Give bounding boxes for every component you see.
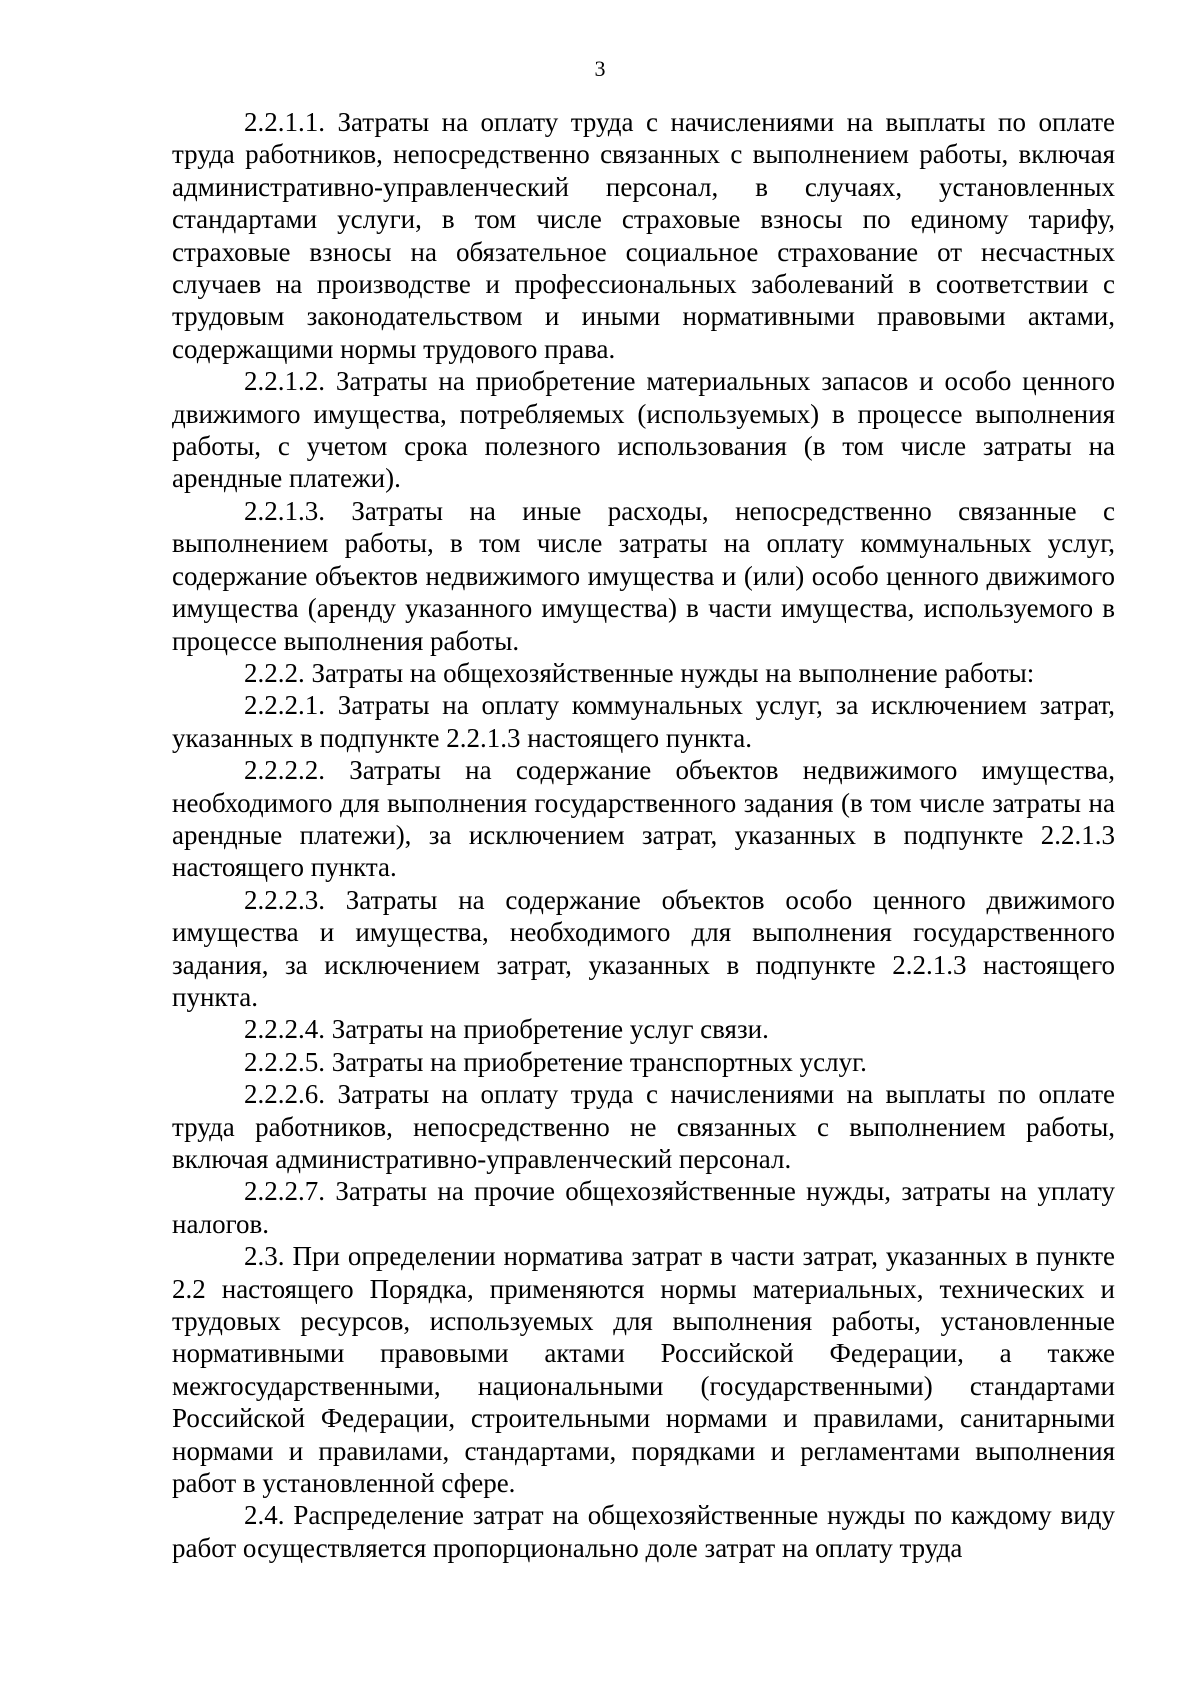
paragraph-2-2-2-2: 2.2.2.2. Затраты на содержание объектов недвижимого имущества, необходимого для выполнения государственного задания (в том числе затраты на арендные платежи), за исключением затрат, указанных в подпункте 2.2.1.3 настоящего пункта.	[172, 755, 1115, 883]
paragraph-2-2-2-3: 2.2.2.3. Затраты на содержание объектов особо ценного движимого имущества и имущества, необходимого для выполнения государственного задания, за исключением затрат, указанных в подпункте 2.2.1.3 настоящего пункта.	[172, 884, 1115, 1012]
paragraph-2-4: 2.4. Распределение затрат на общехозяйственные нужды по каждому виду работ осуществляется пропорционально доле затрат на оплату труда	[172, 1500, 1115, 1563]
paragraph-2-2-1-1: 2.2.1.1. Затраты на оплату труда с начислениями на выплаты по оплате труда работников, непосредственно связанных с выполнением работы, включая административно-управленческий персонал, в случаях, установленных стандартами услуги, в том числе страховые взносы по единому тарифу, страховые взносы на обязательное социальное страхование от несчастных случаев на производстве и профессиональных заболеваний в соответствии с трудовым законодательством и иными нормативными правовыми актами, содержащими нормы трудового права.	[172, 107, 1115, 364]
paragraph-2-2-2-1: 2.2.2.1. Затраты на оплату коммунальных услуг, за исключением затрат, указанных в подпункте 2.2.1.3 настоящего пункта.	[172, 690, 1115, 753]
document-body	[172, 106, 1115, 1564]
paragraph-2-2-2-7: 2.2.2.7. Затраты на прочие общехозяйственные нужды, затраты на уплату налогов.	[172, 1176, 1115, 1239]
paragraph-2-2-1-3: 2.2.1.3. Затраты на иные расходы, непосредственно связанные с выполнением работы, в том числе затраты на оплату коммунальных услуг, содержание объектов недвижимого имущества и (или) особо ценного движимого имущества (аренду указанного имущества) в части имущества, используемого в процессе выполнения работы.	[172, 495, 1115, 656]
paragraph-2-2-2-5: 2.2.2.5. Затраты на приобретение транспортных услуг.	[244, 1046, 867, 1077]
paragraph-2-3: 2.3. При определении норматива затрат в части затрат, указанных в пункте 2.2 настоящего Порядка, применяются нормы материальных, технических и трудовых ресурсов, используемых для выполнения работы, установленные нормативными правовыми актами Российской Федерации, а также межгосударственными, национальными (государственными) стандартами Российской Федерации, строительными нормами и правилами, санитарными нормами и правилами, стандартами, порядками и регламентами выполнения работ в установленной сфере.	[172, 1241, 1115, 1499]
paragraph-2-2-2-6: 2.2.2.6. Затраты на оплату труда с начислениями на выплаты по оплате труда работников, непосредственно не связанных с выполнением работы, включая административно-управленческий персонал.	[172, 1079, 1115, 1174]
paragraph-2-2-2-4: 2.2.2.4. Затраты на приобретение услуг связи.	[244, 1014, 769, 1045]
page-number: 3	[594, 56, 606, 81]
paragraph-2-2-1-2: 2.2.1.2. Затраты на приобретение материальных запасов и особо ценного движимого имущества, потребляемых (используемых) в процессе выполнения работы, с учетом срока полезного использования (в том числе затраты на арендные платежи).	[172, 366, 1115, 494]
paragraph-2-2-2: 2.2.2. Затраты на общехозяйственные нужды на выполнение работы:	[244, 657, 1035, 688]
